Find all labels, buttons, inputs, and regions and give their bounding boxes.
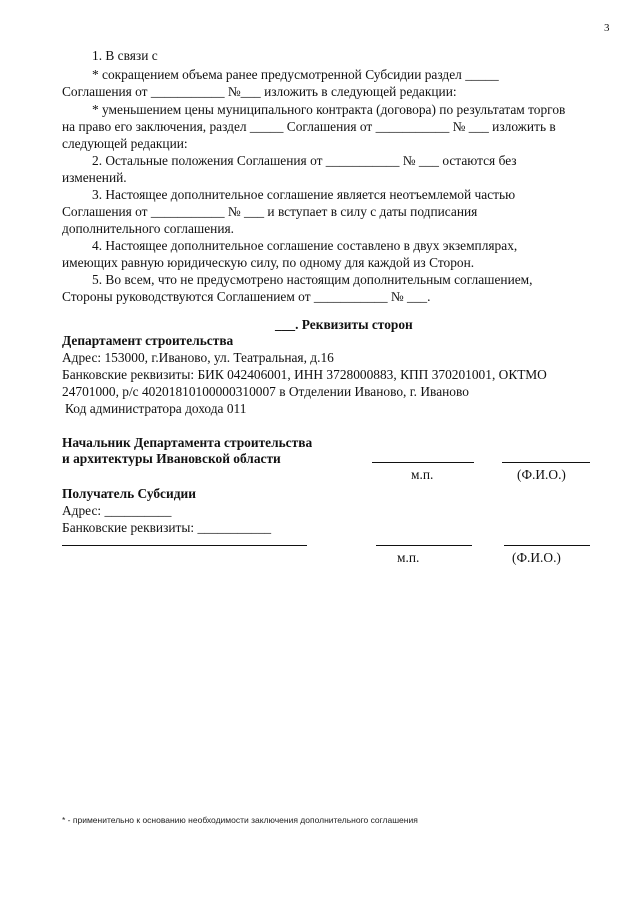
paragraph-2-line-1: 2. Остальные положения Соглашения от ___________ № ___ остаются без (92, 153, 517, 168)
page-number: 3 (604, 22, 610, 34)
paragraph-1-line-5: на право его заключения, раздел _____ Соглашения от ___________ № ___ изложить в (62, 119, 556, 134)
head-title-line-2: и архитектуры Ивановской области (62, 451, 281, 466)
stamp-label-recipient: м.п. (397, 550, 420, 565)
paragraph-4-line-2: имеющих равную юридическую силу, по одному для каждой из Сторон. (62, 255, 475, 270)
fio-line-recipient (504, 545, 590, 546)
fio-line-head (502, 462, 590, 463)
department-name: Департамент строительства (62, 333, 234, 348)
fio-label-head: (Ф.И.О.) (517, 467, 566, 482)
paragraph-1-line-1: 1. В связи с (92, 48, 158, 63)
paragraph-3-line-1: 3. Настоящее дополнительное соглашение является неотъемлемой частью (92, 187, 516, 202)
paragraph-3-line-2: Соглашения от ___________ № ___ и вступает в силу с даты подписания (62, 204, 478, 219)
signature-line-recipient (376, 545, 472, 546)
recipient-title: Получатель Субсидии (62, 486, 196, 501)
admin-income-code: Код администратора дохода 011 (65, 401, 247, 416)
paragraph-5-line-2: Стороны руководствуются Соглашением от ___________ № ___. (62, 289, 431, 304)
paragraph-1-line-2: * сокращением объема ранее предусмотренной Субсидии раздел _____ (92, 67, 499, 82)
recipient-address: Адрес: __________ (62, 503, 172, 518)
stamp-label-head: м.п. (411, 467, 434, 482)
paragraph-3-line-3: дополнительного соглашения. (62, 221, 235, 236)
footnote: * - применительно к основанию необходимости заключения дополнительного соглашения (62, 815, 418, 825)
bank-details-line-1: Банковские реквизиты: БИК 042406001, ИНН 3728000883, КПП 370201001, ОКТМО (62, 367, 547, 382)
paragraph-1-line-4: * уменьшением цены муниципального контракта (договора) по результатам торгов (92, 102, 566, 117)
signature-line-head (372, 462, 474, 463)
paragraph-5-line-1: 5. Во всем, что не предусмотрено настоящим дополнительным соглашением, (92, 272, 533, 287)
paragraph-1-line-6: следующей редакции: (62, 136, 188, 151)
paragraph-1-line-3: Соглашения от ___________ №___ изложить в следующей редакции: (62, 84, 457, 99)
department-address: Адрес: 153000, г.Иваново, ул. Театральная, д.16 (62, 350, 334, 365)
paragraph-2-line-2: изменений. (62, 170, 127, 185)
requisites-heading: ___. Реквизиты сторон (275, 317, 413, 332)
head-title-line-1: Начальник Департамента строительства (62, 435, 313, 450)
recipient-bank-details: Банковские реквизиты: ___________ (62, 520, 272, 535)
fio-label-recipient: (Ф.И.О.) (512, 550, 561, 565)
recipient-name-line (62, 545, 307, 546)
paragraph-4-line-1: 4. Настоящее дополнительное соглашение составлено в двух экземплярах, (92, 238, 518, 253)
bank-details-line-2: 24701000, р/с 40201810100000310007 в Отделении Иваново, г. Иваново (62, 384, 469, 399)
